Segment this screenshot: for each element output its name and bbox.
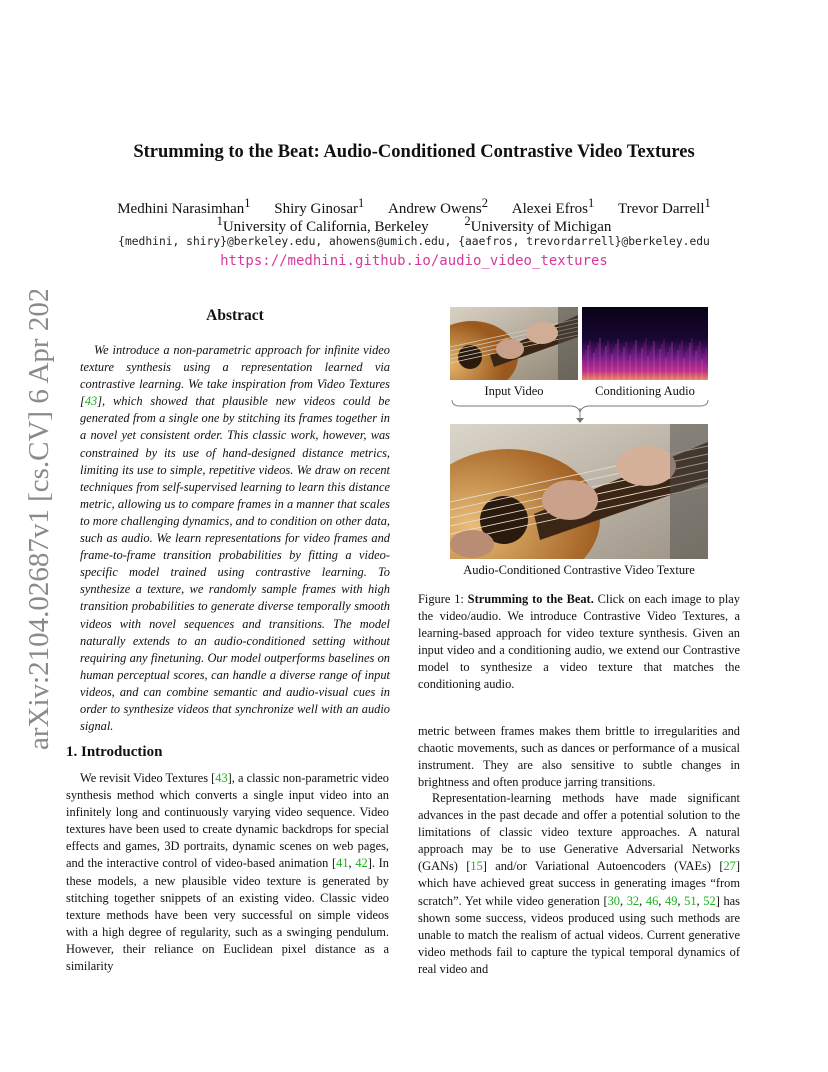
abstract-heading: Abstract — [206, 307, 264, 324]
citation-link[interactable]: 52 — [703, 893, 716, 908]
citation-link[interactable]: 30 — [607, 893, 620, 908]
author-5: Trevor Darrell$^1$ — [618, 196, 711, 217]
citation-link[interactable]: 42 — [355, 856, 368, 871]
intro-paragraph-1: We revisit Video Textures [43], a classic non-parametric video synthesis method which converts a single input video into an infinitely long and continuously varying video sequence. Video textures have been used to create dynamic backdrops for special effects and games, 3D portraits, dynamic scenes on web pages, and the interactive control of video-based animation [41, 42]. In these models, a new plausible video texture is generated by stitching together snippets of an existing video. Classic video texture methods have been very successful on simple videos with a high degree of regularity, such as a swinging pendulum. However, their reliance on Euclidean pixel distance as a similarity — [66, 771, 390, 974]
author-4: Alexei Efros$^1$ — [511, 196, 595, 217]
output-video-thumbnail[interactable] — [450, 424, 708, 559]
brace-connector — [450, 398, 710, 424]
conditioning-audio-label: Conditioning Audio — [595, 384, 695, 398]
citation-link[interactable]: 49 — [665, 893, 678, 908]
conditioning-audio-spectrogram[interactable] — [582, 307, 708, 380]
input-video-label: Input Video — [484, 384, 544, 398]
affiliations — [0, 214, 828, 236]
intro-continuation: metric between frames makes them brittle to irregularities and chaotic movements, such as dances or performance of a musical instrument. They are also sensitive to subtle changes in brightness and often produce jarring transitions. — [418, 724, 740, 790]
citation-link[interactable]: 46 — [645, 893, 659, 908]
arxiv-stamp — [18, 290, 58, 760]
citation-link[interactable]: 51 — [684, 893, 697, 908]
citation-link[interactable]: 43 — [84, 394, 98, 409]
section-heading-introduction: 1. Introduction — [66, 744, 163, 760]
abstract-body: We introduce a non-parametric approach for infinite video texture synthesis using a representation learned via contrastive learning. We take inspiration from Video Textures [43], which showed that plausible new videos could be generated from a single one by stitching its frames together in a novel yet consistent order. This classic work, however, was constrained by its use of hand-designed distance metrics, limiting its use to simple, repetitive videos. We draw on recent techniques from self-supervised learning to learn this distance metric, allowing us to compare frames in a manner that scales to more challenging dynamics, and to condition on other data, such as audio. We learn representations for video frames and frame-to-frame transition probabilities by fitting a video-specific model trained using contrastive learning. To synthesize a texture, we randomly sample frames with high transition probabilities to generate diverse temporally smooth videos with novel sequences and transitions. The model naturally extends to an audio-conditioned setting without requiring any finetuning. Our model outperforms baselines on human perceptual scores, can handle a diverse range of input videos, and can combine semantic and audio-visual cues in order to synthesize videos that synchronize well with an audio signal. — [80, 343, 390, 734]
author-3: Andrew Owens$^2$ — [388, 196, 489, 217]
affiliation-1: $^1$University of California, Berkeley — [216, 214, 429, 235]
citation-link[interactable]: 27 — [723, 859, 736, 874]
arxiv-stamp-text: arXiv:2104.02687v1 [cs.CV] 6 Apr 2021 — [23, 290, 55, 750]
project-url-link[interactable]: https://medhini.github.io/audio_video_textures — [220, 253, 608, 269]
figure-caption: Figure 1: Strumming to the Beat. Click on each image to play the video/audio. We introduce Contrastive Video Textures, a learning-based approach for video texture synthesis. Given an input video and a conditioning audio, we extend our Contrastive model to synthesize a video texture that matches the conditioning audio. — [418, 592, 740, 692]
paper-title: Strumming to the Beat: Audio-Conditioned Contrastive Video Textures — [133, 142, 695, 162]
intro-paragraph-2: Representation-learning methods have made significant advances in the past decade and offer a potential solution to the limitations of classic video texture approaches. A natural approach may be to use Generative Adversarial Networks (GANs) [15] and/or Variational Autoencoders (VAEs) [27] which have achieved great success in generating images “from scratch”. Yet while video generation [30, 32, 46, 49, 51, 52] has shown some success, videos produced using such methods are unable to match the realism of actual videos. Current generative video methods fail to capture the typical temporal dynamics of real video and — [418, 791, 740, 976]
citation-link[interactable]: 43 — [215, 771, 228, 785]
citation-link[interactable]: 41 — [336, 856, 349, 871]
affiliation-2: $^2$University of Michigan — [464, 214, 612, 235]
author-2: Shiry Ginosar$^1$ — [274, 196, 365, 217]
author-emails: {medhini, shiry}@berkeley.edu, ahowens@umich.edu, {aaefros, trevordarrell}@berkeley.edu — [118, 235, 710, 248]
input-video-thumbnail[interactable] — [450, 307, 578, 380]
output-video-label: Audio-Conditioned Contrastive Video Texture — [463, 563, 695, 577]
citation-link[interactable]: 15 — [470, 859, 483, 874]
citation-link[interactable]: 32 — [626, 893, 640, 908]
author-1: Medhini Narasimhan$^1$ — [117, 196, 251, 217]
